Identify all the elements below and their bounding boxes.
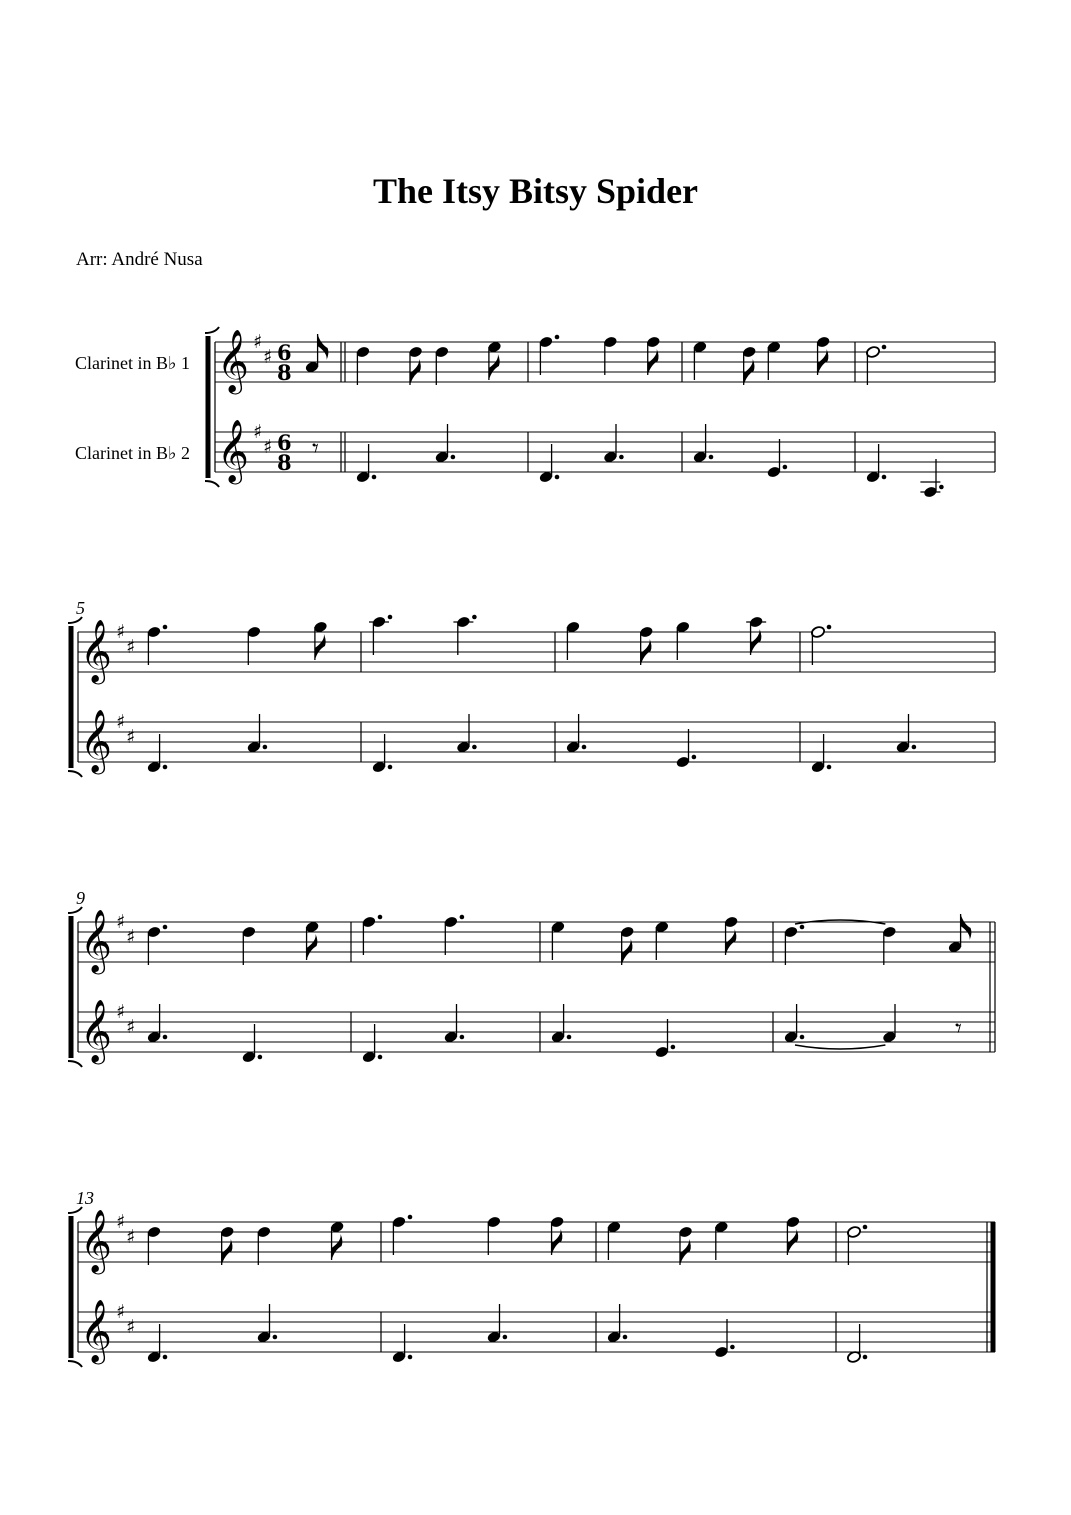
system-3 [68, 888, 995, 1067]
augmentation-dot [882, 345, 887, 350]
note [486, 1215, 501, 1255]
treble-clef: 𝄞 [80, 999, 112, 1062]
note [746, 615, 766, 655]
note [391, 1324, 412, 1364]
augmentation-dot [451, 455, 456, 460]
augmentation-dot [800, 1035, 805, 1040]
treble-clef: 𝄞 [217, 419, 249, 482]
sharp-c: ♯ [263, 436, 273, 458]
augmentation-dot [163, 625, 168, 630]
flag [318, 334, 329, 360]
note [846, 1225, 867, 1265]
rest [312, 434, 319, 464]
note [550, 920, 565, 960]
sharp-f: ♯ [116, 1001, 126, 1023]
note [606, 1220, 621, 1260]
page-title: The Itsy Bitsy Spider [372, 171, 699, 211]
measure-number: 9 [76, 888, 85, 908]
note [355, 345, 370, 385]
augmentation-dot [582, 745, 587, 750]
note [603, 335, 618, 375]
note [865, 345, 886, 385]
augmentation-dot [827, 625, 832, 630]
time-sig-numerator: 6 [277, 340, 292, 365]
note [785, 1215, 800, 1255]
sharp-f: ♯ [116, 1301, 126, 1323]
note [550, 1215, 565, 1255]
note [550, 1004, 571, 1044]
augmentation-dot [163, 1035, 168, 1040]
treble-clef: 𝄞 [217, 329, 249, 392]
note [246, 714, 267, 754]
note [453, 615, 476, 655]
time-sig-numerator: 6 [277, 430, 292, 455]
augmentation-dot [273, 1335, 278, 1340]
note [241, 925, 256, 965]
sharp-f: ♯ [253, 331, 263, 353]
note [355, 444, 376, 484]
note [692, 424, 713, 464]
note [766, 340, 781, 380]
note [565, 620, 580, 660]
augmentation-dot [378, 1055, 383, 1060]
flag [961, 914, 972, 940]
treble-clef: 𝄞 [80, 909, 112, 972]
note [678, 1225, 693, 1265]
augmentation-dot [163, 1355, 168, 1360]
measure [606, 1215, 800, 1358]
note [443, 1004, 464, 1044]
note [369, 615, 392, 655]
note [895, 714, 916, 754]
augmentation-dot [863, 1355, 868, 1360]
flag [315, 634, 326, 660]
note [313, 620, 328, 660]
note [724, 915, 739, 955]
eighth-rest: 𝄾 [955, 1014, 962, 1044]
note [304, 334, 328, 374]
sharp-f: ♯ [116, 711, 126, 733]
augmentation-dot [503, 1335, 508, 1340]
note [443, 915, 464, 955]
note [146, 625, 167, 665]
measure [565, 615, 766, 768]
measure [846, 1225, 867, 1364]
augmentation-dot [730, 1345, 735, 1350]
sharp-c: ♯ [126, 926, 136, 948]
augmentation-dot [623, 1335, 628, 1340]
sharp-c: ♯ [263, 346, 273, 368]
note [256, 1225, 271, 1265]
note [947, 914, 971, 954]
note [256, 1304, 277, 1344]
note [882, 925, 897, 965]
instrument-label-1: Clarinet in B♭ 1 [75, 353, 190, 373]
note [766, 439, 787, 479]
note [456, 714, 477, 754]
sharp-f: ♯ [253, 421, 263, 443]
augmentation-dot [388, 615, 393, 620]
note [330, 1220, 345, 1260]
note [146, 925, 167, 965]
measure [146, 620, 328, 773]
augmentation-dot [408, 1355, 413, 1360]
note [391, 1215, 412, 1255]
sharp-c: ♯ [126, 636, 136, 658]
augmentation-dot [263, 745, 268, 750]
note [220, 1225, 235, 1265]
instrument-label-2: Clarinet in B♭ 2 [75, 443, 190, 463]
note [361, 915, 382, 955]
note [816, 335, 831, 375]
augmentation-dot [939, 485, 944, 490]
flag [307, 934, 318, 960]
note [606, 1304, 627, 1344]
note [692, 340, 707, 380]
measure [692, 335, 830, 478]
augmentation-dot [555, 335, 560, 340]
treble-clef: 𝄞 [80, 619, 112, 682]
note [620, 925, 635, 965]
measure [783, 914, 971, 1049]
augmentation-dot [408, 1215, 413, 1220]
note [434, 345, 449, 385]
arranger-credit: Arr: André Nusa [76, 249, 203, 270]
note [865, 444, 886, 484]
augmentation-dot [709, 455, 714, 460]
measure [391, 1215, 564, 1364]
note [846, 1324, 867, 1364]
measure [361, 915, 464, 1064]
note [361, 1024, 382, 1064]
augmentation-dot [882, 475, 887, 480]
note [487, 340, 502, 380]
augmentation-dot [619, 455, 624, 460]
measure [865, 345, 943, 499]
note [565, 714, 586, 754]
augmentation-dot [800, 925, 805, 930]
treble-clef: 𝄞 [80, 1209, 112, 1272]
measure [304, 334, 328, 464]
augmentation-dot [912, 745, 917, 750]
time-sig-denominator: 8 [277, 450, 292, 475]
note [810, 625, 831, 665]
note [675, 620, 690, 660]
system-4 [68, 1188, 995, 1367]
note [486, 1304, 507, 1344]
sharp-c: ♯ [126, 1316, 136, 1338]
system-1 [75, 327, 995, 499]
measure [369, 615, 477, 774]
note [714, 1220, 729, 1260]
note [408, 345, 423, 385]
augmentation-dot [460, 915, 465, 920]
note [305, 920, 320, 960]
augmentation-dot [472, 615, 477, 620]
augmentation-dot [163, 765, 168, 770]
time-sig-denominator: 8 [277, 360, 292, 385]
note [146, 1225, 161, 1265]
sharp-f: ♯ [116, 911, 126, 933]
augmentation-dot [163, 925, 168, 930]
measure-number: 5 [76, 598, 85, 618]
note [714, 1319, 735, 1359]
sharp-c: ♯ [126, 1016, 136, 1038]
augmentation-dot [372, 475, 377, 480]
note [146, 1004, 167, 1044]
note [241, 1024, 262, 1064]
measure [550, 915, 738, 1058]
measure [538, 335, 660, 484]
sharp-c: ♯ [126, 1226, 136, 1248]
note [538, 444, 559, 484]
note [371, 734, 392, 774]
augmentation-dot [378, 915, 383, 920]
treble-clef: 𝄞 [80, 709, 112, 772]
note [810, 734, 831, 774]
note [646, 335, 661, 375]
augmentation-dot [460, 1035, 465, 1040]
sharp-c: ♯ [126, 726, 136, 748]
treble-clef: 𝄞 [80, 1299, 112, 1362]
augmentation-dot [567, 1035, 572, 1040]
note [783, 1004, 804, 1044]
note [882, 1004, 897, 1044]
measure-number: 13 [76, 1188, 94, 1208]
rest [955, 1014, 962, 1044]
sharp-f: ♯ [116, 1211, 126, 1233]
system-2 [68, 598, 995, 777]
augmentation-dot [783, 465, 788, 470]
note [920, 459, 943, 499]
note [146, 734, 167, 774]
augmentation-dot [863, 1225, 868, 1230]
note [783, 925, 804, 965]
note [146, 1324, 167, 1364]
flag [332, 1234, 343, 1260]
note [434, 424, 455, 464]
augmentation-dot [472, 745, 477, 750]
note [538, 335, 559, 375]
note [639, 625, 654, 665]
augmentation-dot [827, 765, 832, 770]
flag [489, 354, 500, 380]
note [742, 345, 757, 385]
augmentation-dot [258, 1055, 263, 1060]
tie [795, 1045, 885, 1049]
sharp-f: ♯ [116, 621, 126, 643]
augmentation-dot [671, 1045, 676, 1050]
augmentation-dot [555, 475, 560, 480]
augmentation-dot [692, 755, 697, 760]
note [246, 625, 261, 665]
eighth-rest: 𝄾 [312, 434, 319, 464]
augmentation-dot [388, 765, 393, 770]
measure [810, 625, 916, 774]
note [654, 1019, 675, 1059]
note [654, 920, 669, 960]
note [603, 424, 624, 464]
note [675, 729, 696, 769]
